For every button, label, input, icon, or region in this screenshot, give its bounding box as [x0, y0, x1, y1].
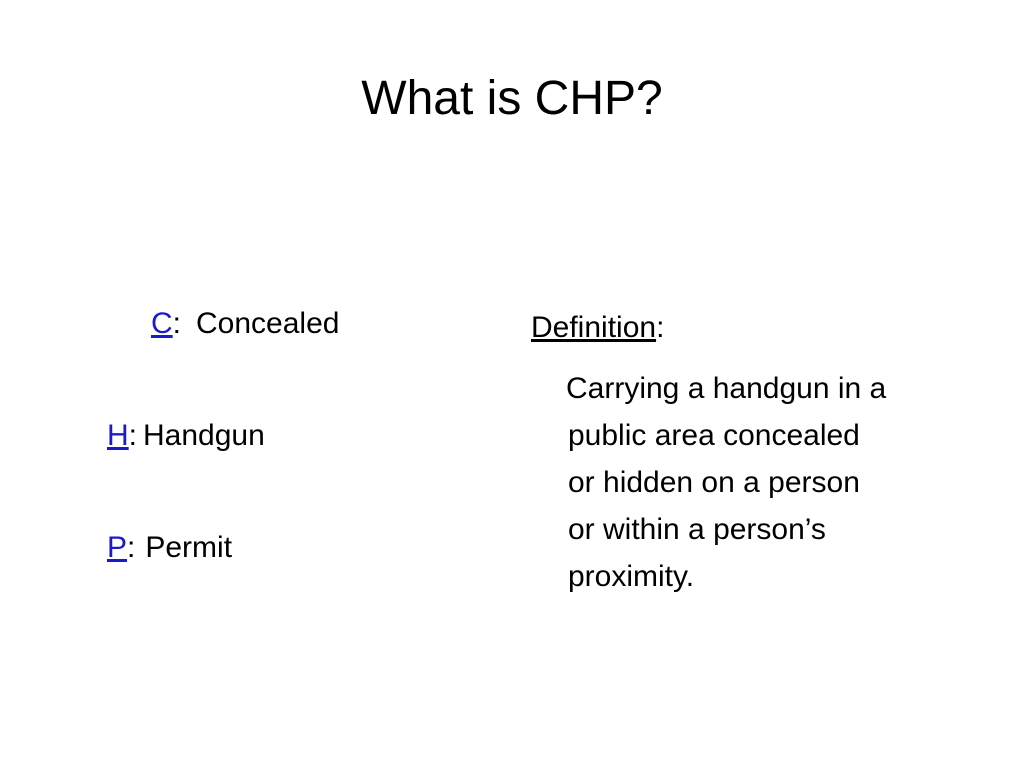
acronym-line-p	[107, 529, 232, 567]
definition-line: or hidden on a person	[568, 466, 860, 499]
acronym-letter-p-link[interactable]: P	[107, 531, 128, 564]
definition-body	[568, 365, 968, 600]
definition-heading-colon: :	[656, 311, 665, 344]
definition-line: public area concealed	[568, 419, 860, 452]
acronym-letter-c-link[interactable]: C	[151, 307, 173, 340]
acronym-letter-h-link[interactable]: H	[107, 419, 129, 452]
slide-title: What is CHP?	[361, 72, 663, 125]
acronym-separator: :	[128, 419, 138, 452]
definition-line: proximity.	[568, 560, 695, 593]
acronym-separator: :	[172, 307, 182, 340]
definition-heading	[531, 309, 664, 347]
acronym-line-h	[107, 417, 265, 455]
acronym-word-permit: Permit	[145, 531, 233, 564]
acronym-word-concealed: Concealed	[196, 307, 340, 340]
acronym-separator: :	[127, 531, 136, 564]
definition-line: or within a person’s	[568, 513, 826, 546]
acronym-word-handgun: Handgun	[143, 419, 265, 452]
definition-line: Carrying a handgun in a	[566, 372, 887, 405]
definition-heading-label: Definition	[531, 311, 657, 344]
acronym-line-c	[151, 305, 339, 343]
